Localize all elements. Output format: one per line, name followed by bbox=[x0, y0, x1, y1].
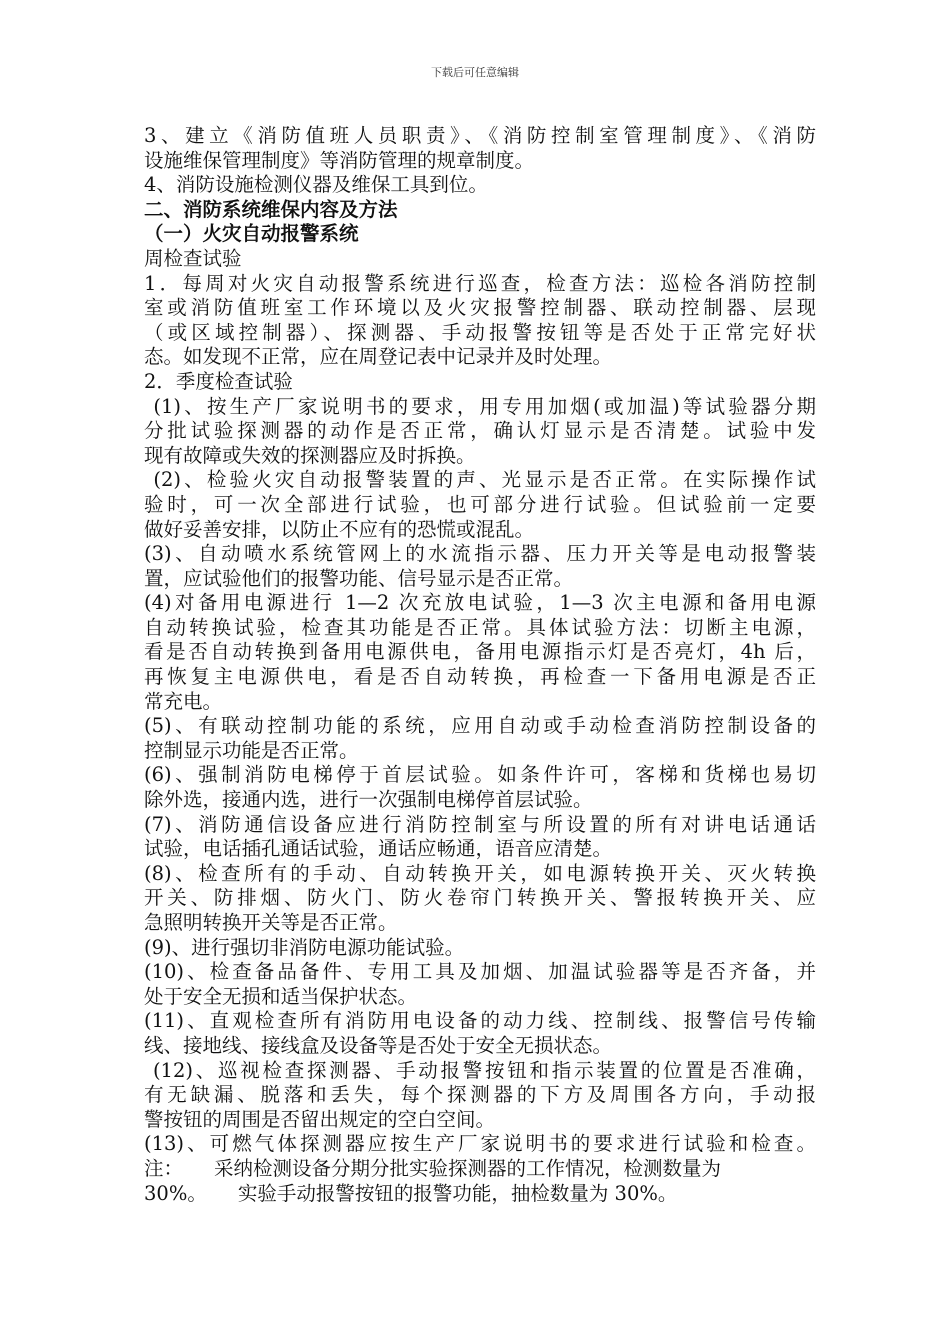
text-line: (2)、检验火灾自动报警装置的声、光显示是否正常。在实际操作试 bbox=[144, 468, 816, 492]
text-line: (13)、可燃气体探测器应按生产厂家说明书的要求进行试验和检查。 bbox=[144, 1132, 816, 1156]
text-line: (6)、强制消防电梯停于首层试验。如条件许可，客梯和货梯也易切 bbox=[144, 763, 816, 787]
section-heading: 二、消防系统维保内容及方法 bbox=[144, 197, 398, 221]
text-line: 设施维保管理制度》等消防管理的规章制度。 bbox=[144, 148, 535, 172]
text-line: 注： 采纳检测设备分期分批实验探测器的工作情况，检测数量为 bbox=[144, 1156, 721, 1180]
text-line: 警按钮的周围是否留出规定的空白空间。 bbox=[144, 1107, 496, 1131]
text-line: 控制显示功能是否正常。 bbox=[144, 738, 359, 762]
text-line: 除外选，接通内选，进行一次强制电梯停首层试验。 bbox=[144, 788, 593, 812]
text-line: 急照明转换开关等是否正常。 bbox=[144, 911, 398, 934]
text-line: 验时，可一次全部进行试验，也可部分进行试验。但试验前一定要 bbox=[144, 492, 816, 516]
text-line: (8)、检查所有的手动、自动转换开关，如电源转换开关、灭火转换 bbox=[144, 861, 816, 885]
text-line: 态。如发现不正常，应在周登记表中记录并及时处理。 bbox=[144, 345, 613, 369]
document-body bbox=[144, 124, 816, 1206]
text-line: (9)、进行强切非消防电源功能试验。 bbox=[144, 935, 465, 959]
page-header: 下载后可任意编辑 bbox=[431, 66, 519, 79]
text-line: 再恢复主电源供电，看是否自动转换，再检查一下备用电源是否正 bbox=[144, 665, 816, 689]
section-heading: （一）火灾自动报警系统 bbox=[144, 222, 359, 246]
text-line: 做好妥善安排，以防止不应有的恐慌或混乱。 bbox=[144, 517, 535, 541]
text-line: 线、接地线、接线盒及设备等是否处于安全无损状态。 bbox=[144, 1033, 613, 1057]
text-line: 2．季度检查试验 bbox=[144, 369, 293, 393]
text-line: 有无缺漏、脱落和丢失，每个探测器的下方及周围各方向，手动报 bbox=[144, 1083, 816, 1107]
text-line: 4、消防设施检测仪器及维保工具到位。 bbox=[144, 173, 488, 197]
text-line: 看是否自动转换到备用电源供电，备用电源指示灯是否亮灯，4h 后， bbox=[144, 640, 816, 664]
text-line: 开关、防排烟、防火门、防火卷帘门转换开关、警报转换开关、应 bbox=[144, 886, 816, 910]
text-line: 试验，电话插孔通话试验，通话应畅通，语音应清楚。 bbox=[144, 837, 613, 861]
text-line: 3、建立《消防值班人员职责》、《消防控制室管理制度》、《消防 bbox=[144, 124, 816, 147]
text-line: 30%。 实验手动报警按钮的报警功能，抽检数量为 30%。 bbox=[144, 1181, 678, 1205]
text-line: 处于安全无损和适当保护状态。 bbox=[144, 984, 418, 1008]
text-line: 1．每周对火灾自动报警系统进行巡查，检查方法：巡检各消防控制 bbox=[144, 271, 816, 295]
text-line: 置，应试验他们的报警功能、信号显示是否正常。 bbox=[144, 566, 574, 590]
text-line: 分批试验探测器的动作是否正常，确认灯显示是否清楚。试验中发 bbox=[144, 419, 816, 443]
text-line: 现有故障或失效的探测器应及时拆换。 bbox=[144, 443, 476, 467]
text-line: （或区域控制器）、探测器、手动报警按钮等是否处于正常完好状 bbox=[144, 320, 816, 344]
text-line: 室或消防值班室工作环境以及火灾报警控制器、联动控制器、层现 bbox=[144, 296, 816, 320]
text-line: (10)、检查备品备件、专用工具及加烟、加温试验器等是否齐备，并 bbox=[144, 960, 816, 984]
text-line: 周检查试验 bbox=[144, 246, 242, 270]
text-line: (7)、消防通信设备应进行消防控制室与所设置的所有对讲电话通话 bbox=[144, 812, 816, 836]
text-line: (3)、自动喷水系统管网上的水流指示器、压力开关等是电动报警装 bbox=[144, 542, 816, 566]
text-line: (5)、有联动控制功能的系统，应用自动或手动检查消防控制设备的 bbox=[144, 714, 816, 738]
text-line: (4)对备用电源进行 1—2 次充放电试验，1—3 次主电源和备用电源 bbox=[144, 591, 816, 615]
text-line: 常充电。 bbox=[144, 689, 223, 713]
text-line: (12)、巡视检查探测器、手动报警按钮和指示装置的位置是否准确， bbox=[144, 1058, 816, 1082]
text-line: 自动转换试验，检查其功能是否正常。具体试验方法：切断主电源， bbox=[144, 615, 816, 639]
text-line: (1)、按生产厂家说明书的要求，用专用加烟(或加温)等试验器分期 bbox=[144, 394, 816, 418]
text-line: (11)、直观检查所有消防用电设备的动力线、控制线、报警信号传输 bbox=[144, 1009, 816, 1033]
